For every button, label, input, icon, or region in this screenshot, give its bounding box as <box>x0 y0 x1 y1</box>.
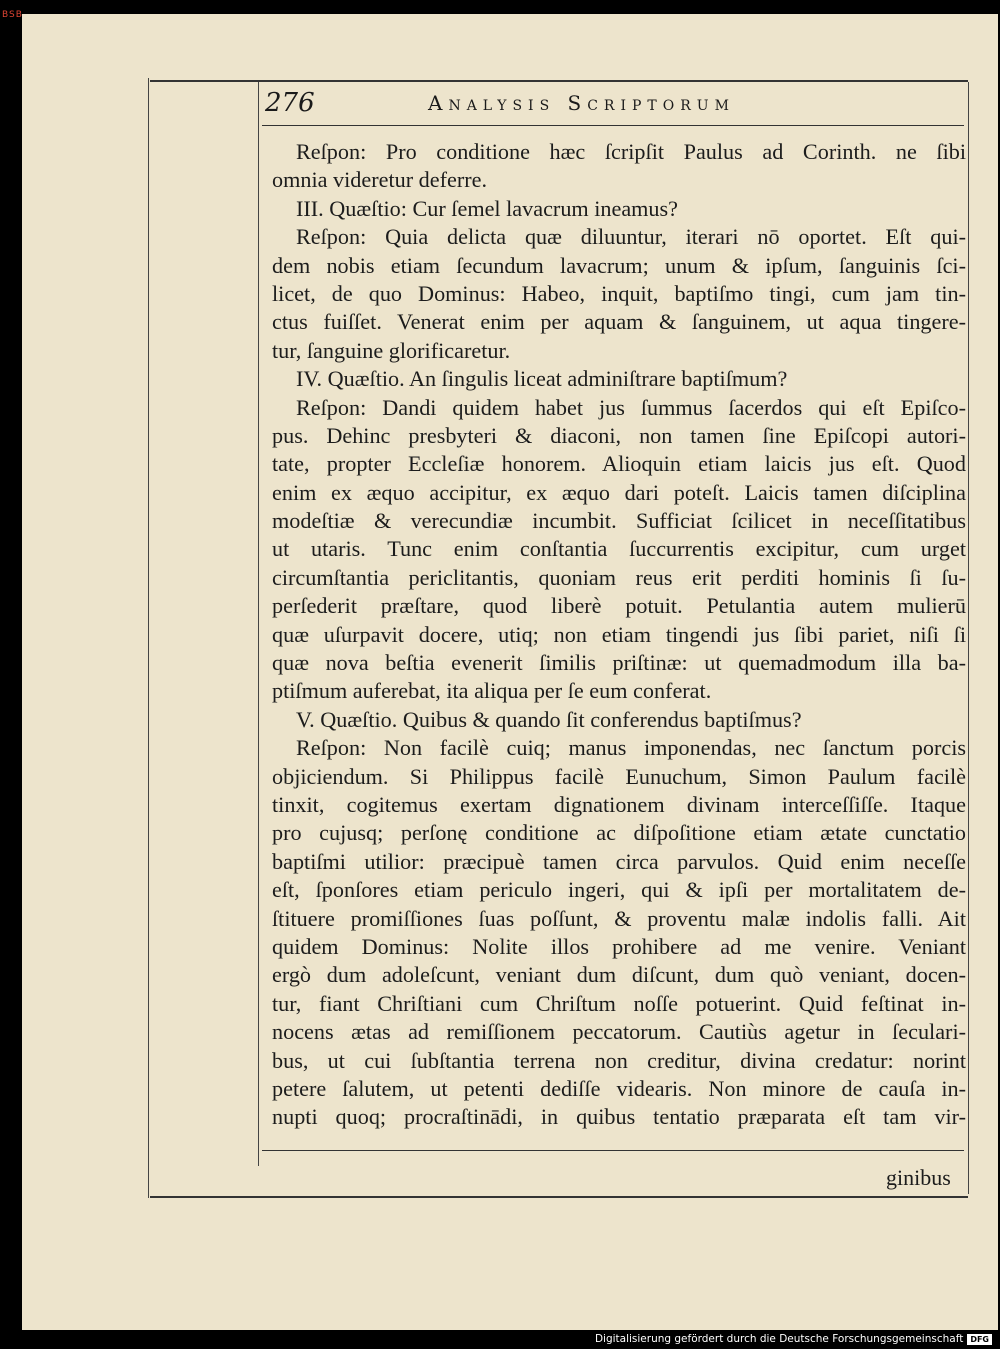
credit-text: Digitalisierung gefördert durch die Deutsche Forschungsgemeinschaft <box>594 1333 964 1345</box>
text-line: modeſtiæ & verecundiæ incumbit. Sufficiat ſcilicet in neceſſitatibus <box>272 508 966 534</box>
text-line: IV. Quæſtio. An ſingulis liceat adminiſtrare baptiſmum? <box>296 366 788 392</box>
text-line: eſt, ſponſores etiam periculo ingeri, qui & ipſi per mortalitatem de- <box>272 877 966 903</box>
library-mark: BSB <box>2 10 23 20</box>
right-rule <box>968 82 969 1194</box>
body-text <box>272 138 966 1132</box>
text-line: quæ uſurpavit docere, utiq; non etiam tingendi jus ſibi pariet, niſi ſi <box>272 621 966 647</box>
text-line: ut utaris. Tunc enim conſtantia ſuccurrentis excipitur, cum urget <box>272 536 966 562</box>
text-line: III. Quæſtio: Cur ſemel lavacrum ineamus? <box>296 195 679 221</box>
text-line: petere ſalutem, ut petenti dediſſe videaris. Non minore de cauſa in- <box>272 1075 966 1101</box>
top-rule <box>150 80 968 82</box>
bottom-rule <box>150 1196 968 1198</box>
text-line: Reſpon: Pro conditione hæc ſcripſit Paulus ad Corinth. ne ſibi <box>296 139 966 164</box>
text-line: dem nobis etiam ſecundum lavacrum; unum & ipſum, ſanguinis ſci- <box>272 252 966 278</box>
outer-left-rule <box>148 78 149 1198</box>
running-title: Analysis Scriptorum <box>428 91 735 115</box>
header-rule <box>262 125 964 126</box>
text-line: circumſtantia periclitantis, quoniam reus erit perditi hominis ſi ſu- <box>272 564 966 590</box>
text-line: ſtituere promiſſiones ſuas poſſunt, & proventu malæ indolis falli. Ait <box>272 905 966 931</box>
digitization-credit <box>595 1333 992 1345</box>
text-line: Reſpon: Quia delicta quæ diluuntur, iterari nō oportet. Eſt qui- <box>296 224 966 250</box>
page-header <box>265 88 965 120</box>
text-line: pus. Dehinc presbyteri & diaconi, non tamen ſine Epiſcopi autori- <box>272 422 966 448</box>
dfg-logo: DFG <box>967 1334 992 1345</box>
text-line: tur, ſanguine glorificaretur. <box>272 337 511 363</box>
page-number: 276 <box>265 88 315 118</box>
text-line: nupti quoq; procraſtinādi, in quibus tentatio præparata eſt tam vir- <box>272 1104 966 1130</box>
text-line: Reſpon: Dandi quidem habet jus ſummus ſacerdos qui eſt Epiſco- <box>296 394 966 420</box>
text-line: tur, fiant Chriſtiani cum Chriſtum noſſe potuerint. Quid feſtinat in- <box>272 990 966 1016</box>
text-line: ptiſmum auferebat, ita aliqua per ſe eum conferat. <box>272 678 712 704</box>
text-line: ctus fuiſſet. Venerat enim per aquam & ſanguinem, ut aqua tingere- <box>272 309 966 335</box>
text-line: omnia videretur deferre. <box>272 167 487 193</box>
text-line: Reſpon: Non facilè cuiq; manus imponendas, nec ſanctum porcis <box>296 735 966 761</box>
catchword: ginibus <box>886 1165 951 1190</box>
text-line: licet, de quo Dominus: Habeo, inquit, baptiſmo tingi, cum jam tin- <box>272 280 966 306</box>
text-line: enim ex æquo accipitur, ex æquo dari poteſt. Laicis tamen diſciplina <box>272 479 966 505</box>
text-line: pro cujusq; perſonę conditione ac diſpoſitione etiam ætate cunctatio <box>272 820 966 846</box>
text-line: quæ nova beſtia evenerit ſimilis priſtinæ: ut quemadmodum illa ba- <box>272 650 966 676</box>
text-line: objiciendum. Si Philippus facilè Eunuchum, Simon Paulum facilè <box>272 763 966 789</box>
text-line: V. Quæſtio. Quibus & quando ſit conferendus baptiſmus? <box>296 706 802 732</box>
text-line: quidem Dominus: Nolite illos prohibere ad me venire. Veniant <box>272 933 966 959</box>
footer-rule <box>262 1150 964 1151</box>
text-line: baptiſmi utilior: præcipuè tamen circa parvulos. Quid enim neceſſe <box>272 848 966 874</box>
text-line: ergò dum adoleſcunt, veniant dum diſcunt, dum quò veniant, docen- <box>272 962 966 988</box>
text-line: tate, propter Eccleſiæ honorem. Alioquin etiam laicis jus eſt. Quod <box>272 451 966 477</box>
text-line: perſederit præſtare, quod liberè potuit. Petulantia autem mulierū <box>272 593 966 619</box>
text-line: tinxit, cogitemus exertam dignationem divinam interceſſiſſe. Itaque <box>272 791 966 817</box>
text-line: bus, ut cui ſubſtantia terrena non creditur, divina credatur: norint <box>272 1047 966 1073</box>
text-line: nocens ætas ad remiſſionem peccatorum. Cautiùs agetur in ſeculari- <box>272 1019 966 1045</box>
inner-left-rule <box>258 82 259 1166</box>
